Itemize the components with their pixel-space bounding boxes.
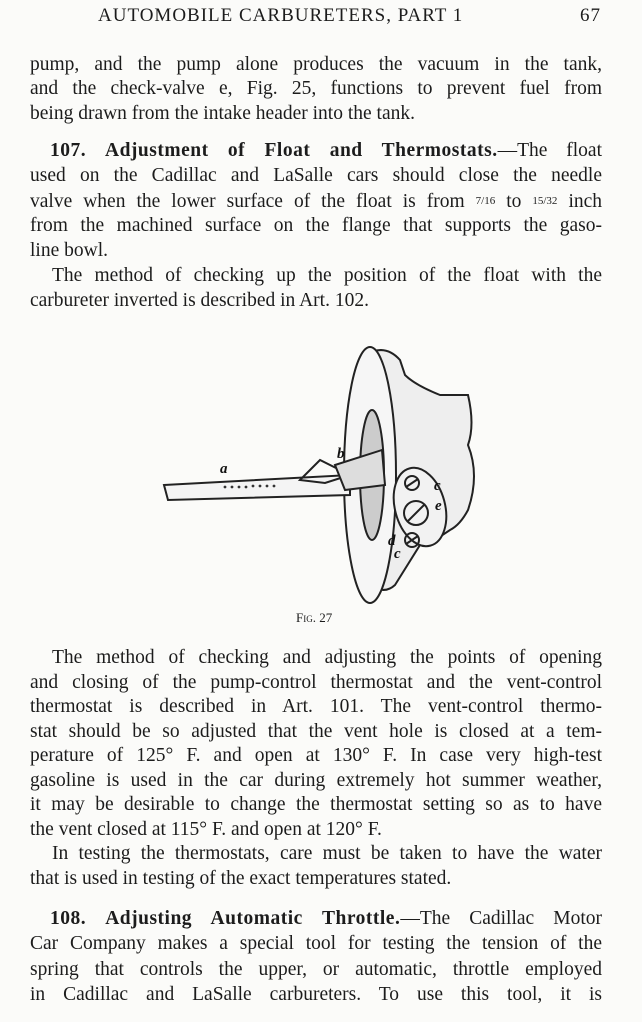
label-e: e	[435, 498, 442, 514]
text-line: pump, and the pump alone produces the vacuum in the tank,	[30, 54, 602, 75]
section-107-heading	[50, 139, 602, 163]
text-line: that is used in testing of the exact temperatures stated.	[30, 868, 452, 889]
label-c: c	[394, 546, 401, 562]
fraction: 15/32	[532, 195, 558, 207]
float-assembly-illustration	[150, 335, 490, 610]
label-a: a	[220, 461, 228, 477]
running-header: AUTOMOBILE CARBURETERS, PART 1	[98, 5, 464, 26]
section-108-heading	[50, 907, 602, 931]
text-line: line bowl.	[30, 240, 108, 261]
text-line: gasoline is used in the car during extremely hot summer weather,	[30, 770, 602, 791]
text: valve when the lower surface of the float is from	[30, 191, 465, 212]
label-b: b	[337, 446, 345, 462]
text-line: spring that controls the upper, or automatic, throttle employed	[30, 959, 602, 980]
text-line: in Cadillac and LaSalle carbureters. To use this tool, it is	[30, 984, 602, 1005]
figure-caption: Fig. 27	[296, 610, 333, 625]
section-title: Adjusting Automatic Throttle.	[105, 908, 401, 929]
text-line: The method of checking up the position of the float with the	[52, 265, 602, 286]
text-line: it may be desirable to change the thermostat setting so as to have	[30, 794, 602, 815]
text: to	[506, 191, 522, 212]
text-line: Car Company makes a special tool for testing the tension of the	[30, 933, 602, 954]
text-line: carbureter inverted is described in Art. 102.	[30, 290, 369, 311]
text-line: The method of checking and adjusting the points of opening	[52, 647, 602, 668]
text-line: thermostat is described in Art. 101. The vent-control thermo-	[30, 696, 602, 717]
text-line: used on the Cadillac and LaSalle cars should close the needle	[30, 165, 602, 186]
text-line	[30, 189, 602, 213]
section-number: 107.	[50, 140, 87, 161]
fraction: 7/16	[475, 195, 496, 207]
label-d: d	[388, 533, 396, 549]
text-line: perature of 125° F. and open at 130° F. In case very high-test	[30, 745, 602, 766]
text: —The float	[497, 140, 602, 161]
label-c: c	[434, 478, 441, 494]
text-line: In testing the thermostats, care must be taken to have the water	[52, 843, 602, 864]
text-line: and closing of the pump-control thermostat and the vent-control	[30, 672, 602, 693]
text-line: and the check-valve e, Fig. 25, functions to prevent fuel from	[30, 78, 602, 99]
section-number: 108.	[50, 908, 87, 929]
section-title: Adjustment of Float and Thermostats.	[104, 140, 498, 161]
text-line: from the machined surface on the flange that supports the gaso-	[30, 215, 602, 236]
page-number: 67	[580, 5, 601, 26]
text: —The Cadillac Motor	[400, 908, 602, 929]
text: inch	[568, 191, 603, 212]
text-line: the vent closed at 115° F. and open at 120° F.	[30, 819, 382, 840]
text-line: being drawn from the intake header into the tank.	[30, 103, 415, 124]
text-line: stat should be so adjusted that the vent hole is closed at a tem-	[30, 721, 602, 742]
